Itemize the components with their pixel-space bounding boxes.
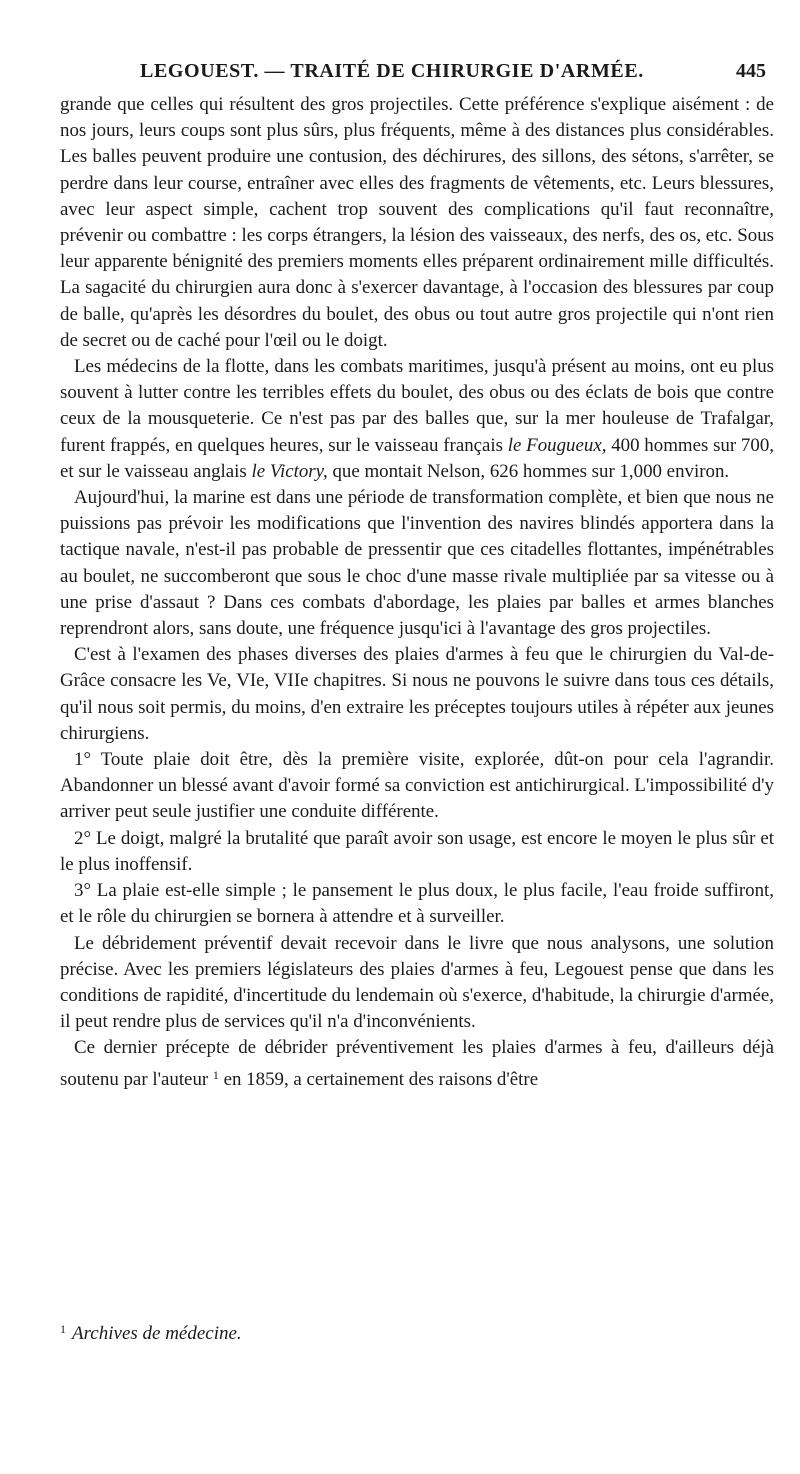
running-head [60, 52, 774, 92]
ship-name: le Victory, [251, 460, 328, 482]
footnote [60, 1322, 242, 1345]
paragraph: Ce dernier précepte de débrider préventivement les plaies d'armes à feu, d'ailleurs déjà soutenu par l'auteur $^1$ en 1859, a certainement des raisons d'être [60, 1037, 774, 1090]
paragraph: Les médecins de la flotte, dans les combats maritimes, jusqu'à présent au moins, ont eu plus souvent à lutter contre les terribles effets du boulet, des obus ou des éclats de bois que contre ceux de la mousqueterie. Ce n'est pas par des balles que, sur la mer houleuse de Trafalgar, furent frappés, en quelques heures, sur le vaisseau français le Fougueux, 400 hommes sur 700, et sur le vaisseau anglais le Victory, que montait Nelson, 626 hommes sur 1,000 environ. [60, 356, 774, 482]
paragraph: C'est à l'examen des phases diverses des plaies d'armes à feu que le chirurgien du Val-de-Grâce consacre les Ve, VIe, VIIe chapitres. Si nous ne pouvons le suivre dans tous ces détails, qu'il nous soit permis, du moins, d'en extraire les préceptes toujours utiles à répéter aux jeunes chirurgiens. [60, 644, 774, 744]
footnote-reference[interactable]: 1 [212, 1067, 219, 1082]
paragraph: Le débridement préventif devait recevoir dans le livre que nous analysons, une solution précise. Avec les premiers législateurs des plaies d'armes à feu, Legouest pense que dans les conditions de rapidité, d'incertitude du lendemain où s'exerce, d'habitude, la chirurgie d'armée, il peut rendre plus de services qu'il n'a d'inconvénients. [60, 932, 774, 1033]
paragraph: 3° La plaie est-elle simple ; le pansement le plus doux, le plus facile, l'eau froide suffiront, et le rôle du chirurgien se bornera à attendre et à surveiller. [60, 880, 774, 928]
paragraph: grande que celles qui résultent des gros projectiles. Cette préférence s'explique aisément : de nos jours, leurs coups sont plus sûrs, plus fréquents, même à des distances plus considérables. Les balles peuvent produire une contusion, des déchirures, des sillons, des sétons, s'arrêter, se perdre dans leur course, entraîner avec elles des fragments de vêtements, etc. Leurs blessures, avec leur aspect simple, cachent trop souvent des complications qu'il faut reconnaître, prévenir ou combattre : les corps étrangers, la lésion des vaisseaux, des nerfs, des os, etc. Sous leur apparente bénignité des premiers moments elles préparent ordinairement mille difficultés. La sagacité du chirurgien aura donc à s'exercer davantage, à l'occasion des blessures par coup de balle, qu'après les désordres du boulet, des obus ou tout autre gros projectile qui n'ont rien de secret ou de caché pour l'œil ou le doigt. [60, 94, 774, 351]
footnote-marker: 1 [60, 1322, 66, 1336]
paragraph: Aujourd'hui, la marine est dans une période de transformation complète, et bien que nous ne puissions pas prévoir les modifications que l'invention des navires blindés apportera dans la tactique navale, n'est-il pas probable de pressentir que ces citadelles flottantes, impénétrables au boulet, ne succomberont que sous le choc d'une masse rivale multipliée par sa vitesse ou à une prise d'assaut ? Dans ces combats d'abordage, les plaies par balles et armes blanches reprendront alors, sans doute, une fréquence jusqu'ici à l'avantage des gros projectiles. [60, 487, 774, 640]
running-title: LEGOUEST. — TRAITÉ DE CHIRURGIE D'ARMÉE. [140, 60, 644, 82]
paragraph: 1° Toute plaie doit être, dès la première visite, explorée, dût-on pour cela l'agrandir. Abandonner un blessé avant d'avoir formé sa conviction est antichirurgical. L'impossibilité d'y arriver peut seule justifier une conduite différente. [60, 749, 774, 823]
footnote-text: Archives de médecine. [72, 1323, 242, 1344]
body-text [60, 92, 774, 1093]
page-number: 445 [736, 60, 766, 82]
paragraph: 2° Le doigt, malgré la brutalité que paraît avoir son usage, est encore le moyen le plus sûr et le plus inoffensif. [60, 827, 774, 875]
ship-name: le Fougueux, [507, 434, 607, 456]
